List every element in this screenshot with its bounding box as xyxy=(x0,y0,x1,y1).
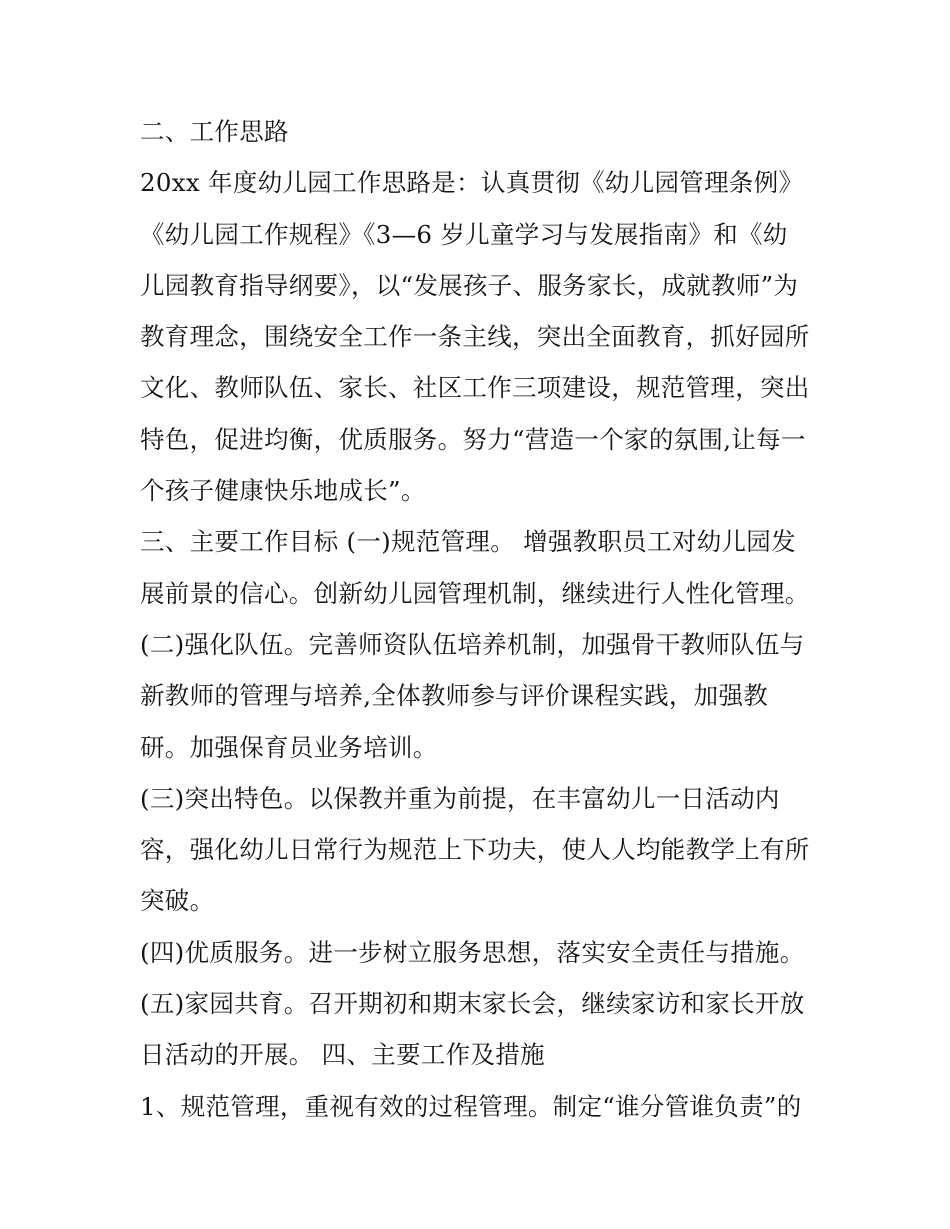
text-line: 日活动的开展。 四、主要工作及措施 xyxy=(140,1040,545,1070)
text-line: (四)优质服务。进一步树立服务思想，落实安全责任与措施。 xyxy=(140,937,805,967)
text-line: 展前景的信心。创新幼儿园管理机制，继续进行人性化管理。 xyxy=(140,578,810,608)
section-heading-main-goals: 三、主要工作目标 (一)规范管理。 增强教职员工对幼儿园发 xyxy=(140,527,796,557)
text-line: 新教师的管理与培养,全体教师参与评价课程实践，加强教 xyxy=(140,681,769,711)
text-line: 个孩子健康快乐地成长”。 xyxy=(140,476,426,506)
text-line: (五)家园共育。召开期初和期末家长会，继续家访和家长开放 xyxy=(140,989,805,1019)
document-body xyxy=(140,106,830,1132)
text-line: 教育理念，围绕安全工作一条主线，突出全面教育，抓好园所 xyxy=(140,322,810,352)
text-line: (二)强化队伍。完善师资队伍培养机制，加强骨干教师队伍与 xyxy=(140,629,805,659)
text-line: 文化、教师队伍、家长、社区工作三项建设，规范管理，突出 xyxy=(140,373,810,403)
text-line: 《幼儿园工作规程》《3—6 岁儿童学习与发展指南》和《幼 xyxy=(140,219,788,249)
text-line: 容，强化幼儿日常行为规范上下功夫，使人人均能教学上有所 xyxy=(140,835,810,865)
text-line: 1、规范管理，重视有效的过程管理。制定“谁分管谁负责”的 xyxy=(140,1091,802,1121)
text-line: 儿园教育指导纲要》，以“发展孩子、服务家长，成就教师”为 xyxy=(140,270,799,300)
text-line: 研。加强保育员业务培训。 xyxy=(140,732,438,762)
text-line: 突破。 xyxy=(140,886,215,916)
text-line: 特色，促进均衡，优质服务。努力“营造一个家的氛围,让每一 xyxy=(140,424,806,454)
text-line: (三)突出特色。以保教并重为前提，在丰富幼儿一日活动内 xyxy=(140,783,780,813)
text-line: 20xx 年度幼儿园工作思路是：认真贯彻《幼儿园管理条例》 xyxy=(140,168,804,198)
section-heading-work-approach: 二、工作思路 xyxy=(140,117,289,146)
